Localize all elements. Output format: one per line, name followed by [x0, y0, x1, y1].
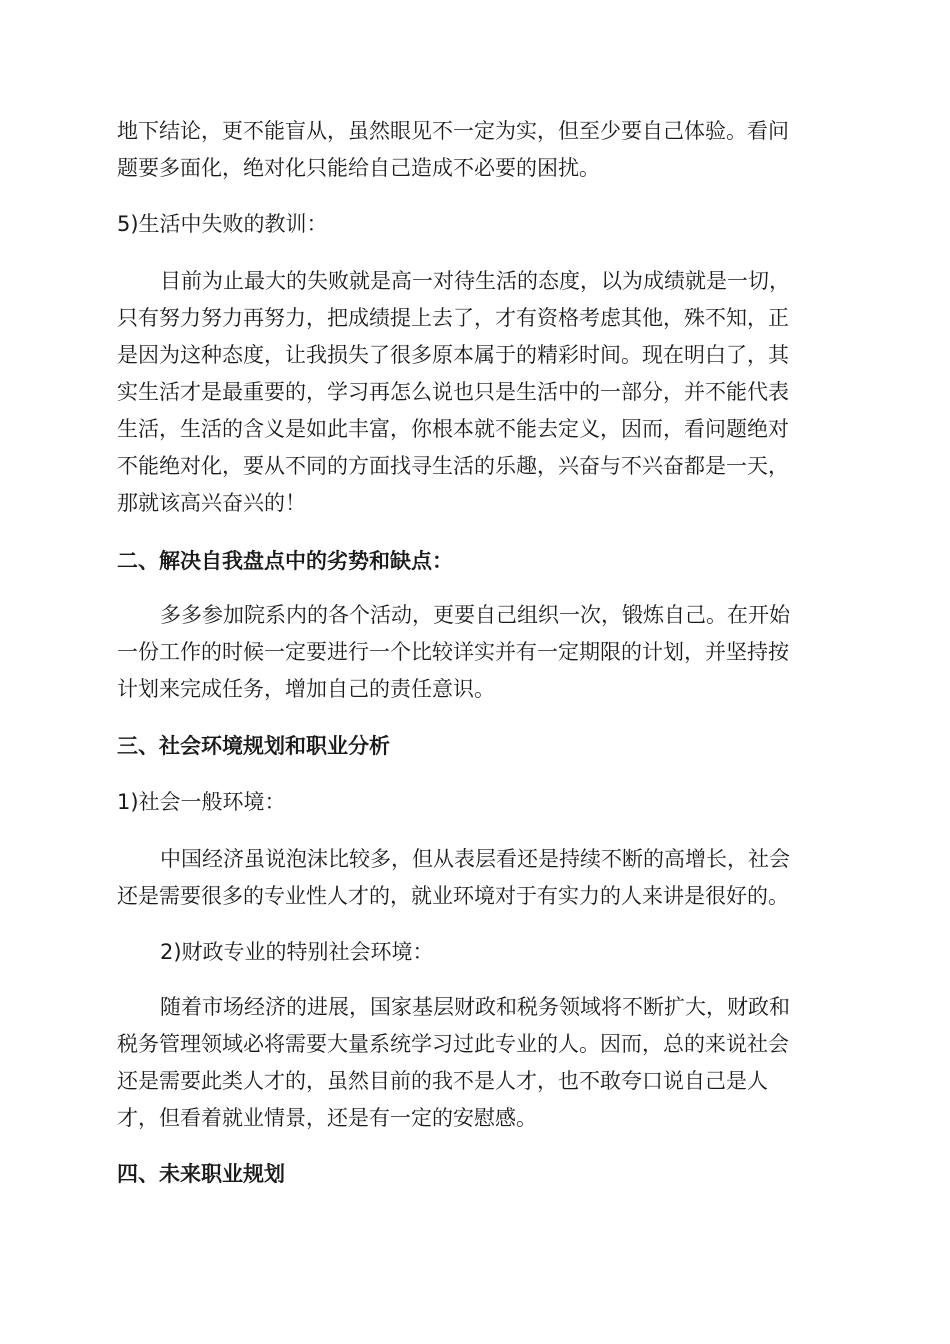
- paragraph-line: 那就该高兴奋兴的！: [117, 491, 306, 515]
- paragraph-line: 题要多面化，绝对化只能给自己造成不必要的困扰。: [117, 156, 600, 180]
- paragraph-line: 才，但看着就业情景，还是有一定的安慰感。: [117, 1106, 537, 1130]
- paragraph-line: 多多参加院系内的各个活动，更要自己组织一次，锻炼自己。在开始: [160, 603, 790, 627]
- paragraph-line: 目前为止最大的失败就是高一对待生活的态度，以为成绩就是一切，: [160, 269, 790, 293]
- paragraph-line: 只有努力努力再努力，把成绩提上去了，才有资格考虑其他，殊不知，正: [117, 306, 789, 330]
- section-heading-3: 三、社会环境规划和职业分析: [117, 734, 390, 758]
- paragraph-line: 税务管理领域必将需要大量系统学习过此专业的人。因而，总的来说社会: [117, 1032, 789, 1056]
- subheading-social-environment: 1)社会一般环境：: [117, 790, 286, 814]
- paragraph-line: 还是需要此类人才的，虽然目前的我不是人才，也不敢夸口说自己是人: [117, 1069, 768, 1093]
- paragraph-line: 不能绝对化，要从不同的方面找寻生活的乐趣，兴奋与不兴奋都是一天，: [117, 454, 789, 478]
- paragraph-line: 生活，生活的含义是如此丰富，你根本就不能去定义，因而，看问题绝对: [117, 417, 789, 441]
- paragraph-line: 是因为这种态度，让我损失了很多原本属于的精彩时间。现在明白了，其: [117, 343, 789, 367]
- subheading-finance-environment: 2)财政专业的特别社会环境：: [160, 940, 434, 964]
- paragraph-line: 实生活才是最重要的，学习再怎么说也只是生活中的一部分，并不能代表: [117, 380, 789, 404]
- paragraph-line: 还是需要很多的专业性人才的，就业环境对于有实力的人来讲是很好的。: [117, 884, 789, 908]
- paragraph-line: 一份工作的时候一定要进行一个比较详实并有一定期限的计划，并坚持按: [117, 640, 789, 664]
- section-heading-2: 二、解决自我盘点中的劣势和缺点：: [117, 549, 453, 573]
- paragraph-line: 中国经济虽说泡沫比较多，但从表层看还是持续不断的高增长，社会: [160, 847, 790, 871]
- subheading-failure-lessons: 5)生活中失败的教训：: [117, 212, 328, 236]
- paragraph-line: 地下结论，更不能盲从，虽然眼见不一定为实，但至少要自己体验。看问: [117, 119, 789, 143]
- paragraph-line: 计划来完成任务，增加自己的责任意识。: [117, 677, 495, 701]
- section-heading-4: 四、未来职业规划: [117, 1162, 285, 1186]
- paragraph-line: 随着市场经济的进展，国家基层财政和税务领域将不断扩大，财政和: [160, 995, 790, 1019]
